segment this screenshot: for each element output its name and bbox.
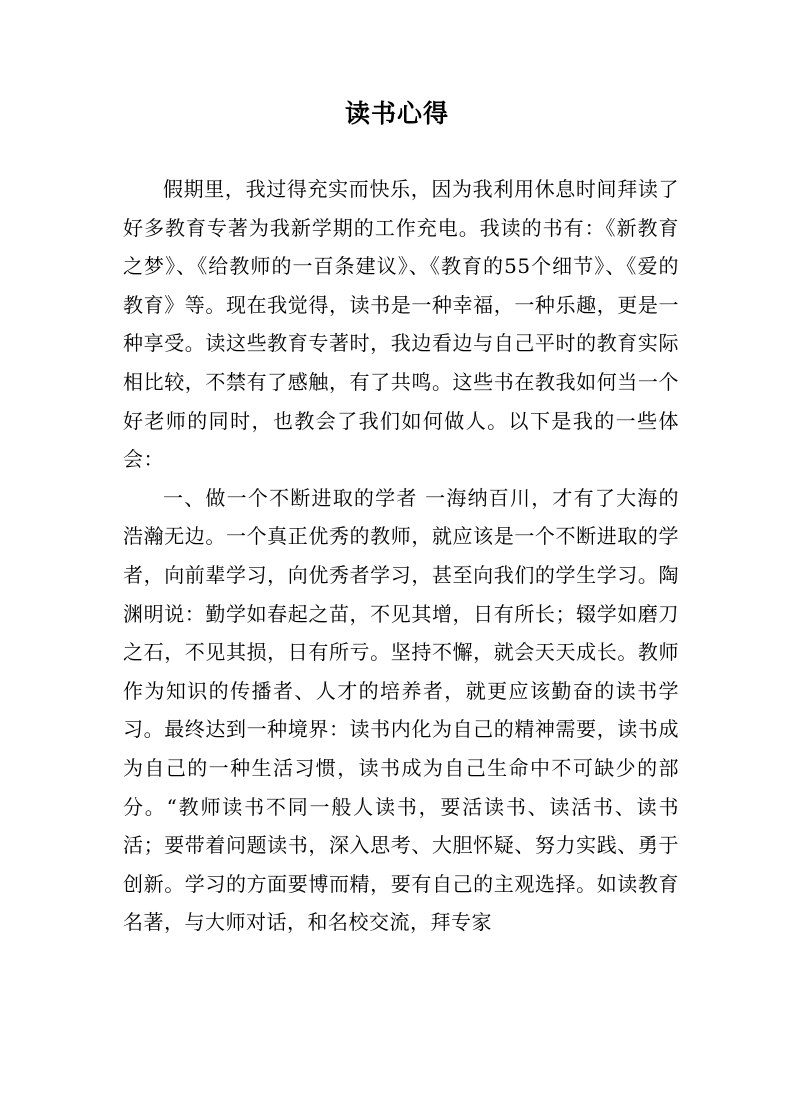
document-title: 读书心得	[344, 99, 449, 128]
paragraph-intro: 假期里，我过得充实而快乐，因为我利用休息时间拜读了好多教育专著为我新学期的工作充电。我读的书有：《新教育之梦》、《给教师的一百条建议》、《教育的55个细节》、《爱的教育》等。现在我觉得，读书是一种幸福，一种乐趣，更是一种享受。读这些教育专著时，我边看边与自己平时的教育实际相比较，不禁有了感触，有了共鸣。这些书在教我如何当一个好老师的同时，也教会了我们如何做人。以下是我的一些体会：	[123, 177, 679, 472]
document-body	[123, 170, 679, 942]
paragraph-section-one: 一、做一个不断进取的学者 一海纳百川，才有了大海的浩瀚无边。一个真正优秀的教师，就应该是一个不断进取的学者，向前辈学习，向优秀者学习，甚至向我们的学生学习。陶渊明说：勤学如春起之苗，不见其增，日有所长；辍学如磨刀之石，不见其损，日有所亏。坚持不懈，就会天天成长。教师作为知识的传播者、人才的培养者，就更应该勤奋的读书学习。最终达到一种境界：读书内化为自己的精神需要，读书成为自己的一种生活习惯，读书成为自己生命中不可缺少的部分。“教师读书不同一般人读书，要活读书、读活书、读书活；要带着问题读书，深入思考、大胆怀疑、努力实践、勇于创新。学习的方面要博而精，要有自己的主观选择。如读教育名著，与大师对话，和名校交流，拜专家	[123, 485, 679, 935]
